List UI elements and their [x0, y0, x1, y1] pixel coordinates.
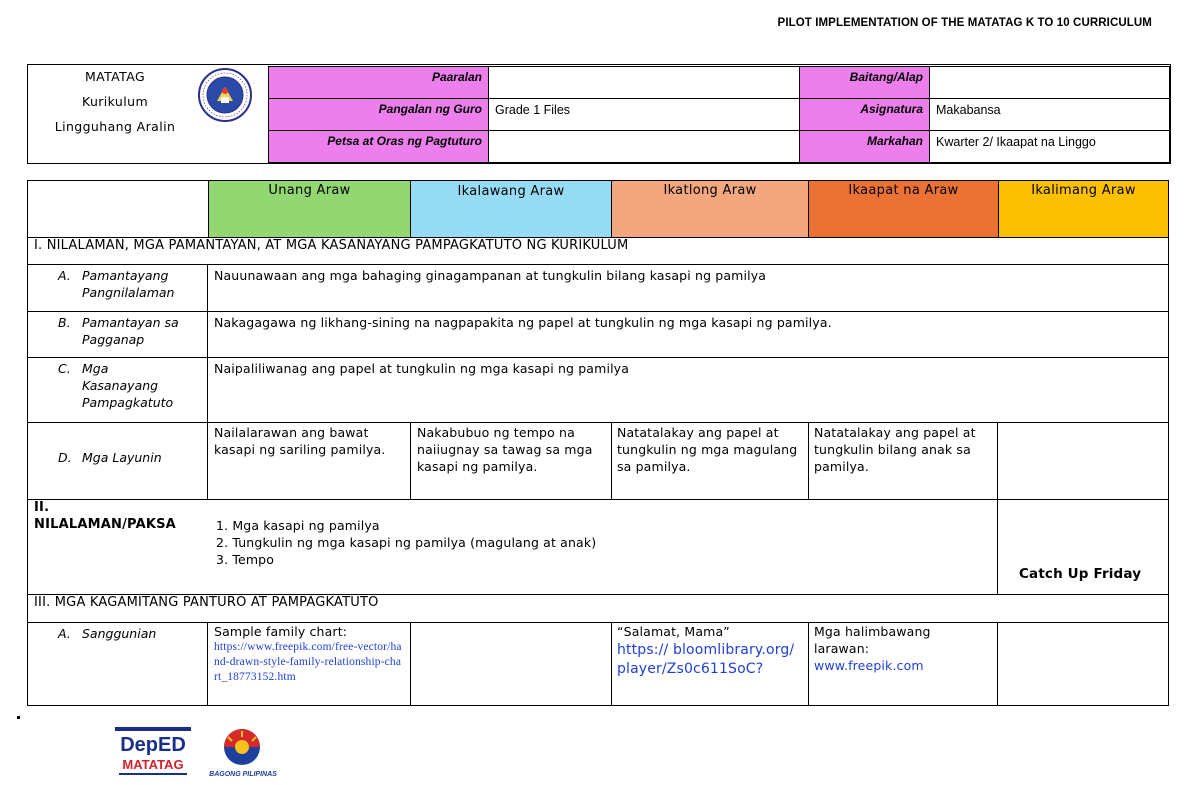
- row-b-label: Pamantayan sa Pagganap: [82, 315, 179, 347]
- hline: [27, 264, 1169, 265]
- brand-line-2: Kurikulum: [81, 94, 149, 109]
- bullet-dot: [17, 716, 20, 719]
- petsa-label: Petsa at Oras ng Pagtuturo: [268, 130, 489, 163]
- row-3a-label: Sanggunian: [82, 626, 157, 641]
- bagong-pilipinas-text: BAGONG PILIPINAS: [209, 771, 277, 778]
- section-2-item-1: 1. Mga kasapi ng pamilya: [216, 518, 380, 533]
- row-d-day1: Nailalarawan ang bawat kasapi ng sariling pamilya.: [214, 425, 386, 457]
- row-c-text: Naipaliliwanag ang papel at tungkulin ng mga kasapi ng pamilya: [214, 361, 630, 376]
- brand-block: [30, 64, 200, 139]
- vline: [207, 264, 208, 499]
- deped-seal-icon: [197, 67, 253, 123]
- deped-logo-text: DepED: [120, 734, 186, 756]
- vline: [611, 622, 612, 706]
- row-d-day3: Natatalakay ang papel at tungkulin ng mga magulang sa pamilya.: [617, 425, 798, 474]
- row-c-letter: C.: [58, 361, 71, 376]
- paaralan-label: Paaralan: [268, 66, 489, 99]
- row-a-label: Pamantayang Pangnilalaman: [82, 268, 175, 300]
- vline: [808, 622, 809, 706]
- sanggunian-day4-link[interactable]: www.freepik.com: [814, 658, 924, 673]
- matatag-logo-text: MATATAG: [122, 757, 184, 772]
- sanggunian-day1-link[interactable]: https://www.freepik.com/free-vector/hand-drawn-style-family-relationship-chart_18773152.htm: [214, 641, 402, 683]
- section-1-title: I. NILALAMAN, MGA PAMANTAYAN, AT MGA KASANAYANG PAMPAGKATUTO NG KURIKULUM: [34, 238, 629, 253]
- vline: [611, 422, 612, 499]
- hline: [27, 357, 1169, 358]
- row-c-label: Mga Kasanayang Pampagkatuto: [82, 361, 174, 410]
- section-3-title: III. MGA KAGAMITANG PANTURO AT PAMPAGKATUTO: [34, 595, 379, 610]
- vline: [410, 622, 411, 706]
- vline: [410, 422, 411, 499]
- petsa-value[interactable]: [488, 130, 800, 163]
- section-2-number: II.: [34, 500, 50, 515]
- row-b-text: Nakagagawa ng likhang-sining na nagpapakita ng papel at tungkulin ng mga kasapi ng pamilya.: [214, 315, 832, 330]
- sanggunian-day4-text: Mga halimbawang larawan:: [814, 624, 931, 656]
- sanggunian-day3-link[interactable]: https:// bloomlibrary.org/ player/Zs0c611SoC?: [617, 642, 795, 677]
- row-d-day4: Natatalakay ang papel at tungkulin bilang anak sa pamilya.: [814, 425, 976, 474]
- vline: [808, 422, 809, 499]
- row-a-letter: A.: [58, 268, 71, 283]
- brand-line-3: Lingguhang Aralin: [54, 119, 176, 134]
- guro-label: Pangalan ng Guro: [268, 98, 489, 131]
- catch-up-friday: Catch Up Friday: [1019, 566, 1142, 582]
- section-2-item-3: 3. Tempo: [216, 552, 275, 567]
- row-d-label: Mga Layunin: [82, 450, 162, 465]
- row-d-day2: Nakabubuo ng tempo na naiiugnay sa tawag sa mga kasapi ng pamilya.: [417, 425, 593, 474]
- baitang-value[interactable]: [929, 66, 1170, 99]
- sanggunian-day1-text: Sample family chart:: [214, 624, 348, 639]
- document-header: PILOT IMPLEMENTATION OF THE MATATAG K TO 10 CURRICULUM: [777, 17, 1152, 29]
- asignatura-value[interactable]: Makabansa: [929, 98, 1170, 131]
- bagong-pilipinas-icon: [202, 725, 284, 780]
- day-header-3: Ikatlong Araw: [611, 181, 808, 237]
- markahan-value[interactable]: Kwarter 2/ Ikaapat na Linggo: [929, 130, 1170, 163]
- bagong-pilipinas-logo: [202, 725, 284, 780]
- brand-line-1: MATATAG: [84, 69, 146, 84]
- row-a-text: Nauunawaan ang mga bahaging ginagampanan at tungkulin bilang kasapi ng pamilya: [214, 268, 767, 283]
- row-3a-letter: A.: [58, 626, 71, 641]
- day-header-2: Ikalawang Araw: [410, 181, 611, 237]
- sanggunian-day3-text: “Salamat, Mama”: [617, 624, 730, 639]
- deped-logo-icon: [113, 725, 193, 780]
- vline: [997, 622, 998, 706]
- markahan-label: Markahan: [799, 130, 930, 163]
- paaralan-value[interactable]: [488, 66, 800, 99]
- row-b-letter: B.: [58, 315, 71, 330]
- asignatura-label: Asignatura: [799, 98, 930, 131]
- vline: [207, 622, 208, 706]
- deped-matatag-logo: [113, 725, 193, 780]
- vline: [997, 422, 998, 594]
- day-header-5: Ikalimang Araw: [998, 181, 1168, 237]
- day-header-4: Ikaapat na Araw: [808, 181, 998, 237]
- baitang-label: Baitang/Alap: [799, 66, 930, 99]
- guro-value[interactable]: Grade 1 Files: [488, 98, 800, 131]
- section-2-title: NILALAMAN/PAKSA: [34, 517, 176, 532]
- section-2-item-2: 2. Tungkulin ng mga kasapi ng pamilya (magulang at anak): [216, 535, 597, 550]
- day-header-1: Unang Araw: [208, 181, 410, 237]
- row-d-letter: D.: [58, 450, 72, 465]
- hline: [27, 311, 1169, 312]
